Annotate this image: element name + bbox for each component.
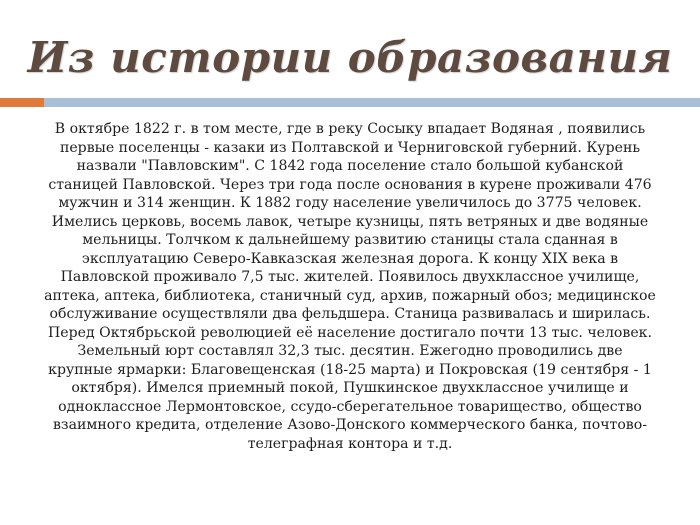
body-line: Земельный юрт составлял 32,3 тыс. десятин. Ежегодно проводились две (77, 343, 623, 359)
body-line: назвали "Павловским". С 1842 года поселение стало большой кубанской (76, 158, 624, 174)
body-line: эксплуатацию Северо-Кавказская железная дорога. К концу XIX века в (81, 250, 619, 267)
title-divider-accent (0, 98, 44, 107)
body-line: мужчин и 314 женщин. К 1882 году население увеличилось до 3775 человек. (58, 195, 642, 211)
body-line: аптека, аптека, библиотека, станичный суд, архив, пожарный обоз; медицинское (44, 287, 656, 304)
body-line: одноклассное Лермонтовское, ссудо-сберегательное товарищество, общество (58, 398, 642, 415)
body-line: В октябре 1822 г. в том месте, где в реку Сосыку впадает Водяная , появились (54, 121, 646, 137)
body-line: Павловской проживало 7,5 тыс. жителей. Появилось двухклассное училище, (60, 269, 640, 285)
body-line: первые поселенцы - казаки из Полтавской и Черниговской губерний. Курень (59, 139, 641, 156)
body-line: Перед Октябрьской революцией её население достигало почти 13 тыс. человек. (48, 324, 652, 341)
slide-title: Из истории образования (27, 33, 673, 82)
body-line: крупные ярмарки: Благовещенская (18-25 марта) и Покровская (19 сентября - 1 (48, 361, 652, 378)
body-line: обслуживание осуществляли два фельдшера. Станица развивалась и ширилась. (49, 306, 651, 322)
body-line: телеграфная контора и т.д. (247, 435, 453, 452)
body-line: станицей Павловской. Через три года после основания в курене проживали 476 (48, 176, 652, 193)
body-line: мельницы. Толчком к дальнейшему развитию станицы стала сданная в (82, 232, 618, 248)
body-line: взаимного кредита, отделение Азово-Донского коммерческого банка, почтово- (52, 417, 647, 433)
body-text (8, 120, 692, 453)
body-line: октября). Имелся приемный покой, Пушкинское двухклассное училище и (71, 380, 629, 396)
title-divider-bar (44, 98, 700, 107)
body-line: Имелись церковь, восемь лавок, четыре кузницы, пять ветряных и две водяные (51, 213, 649, 230)
